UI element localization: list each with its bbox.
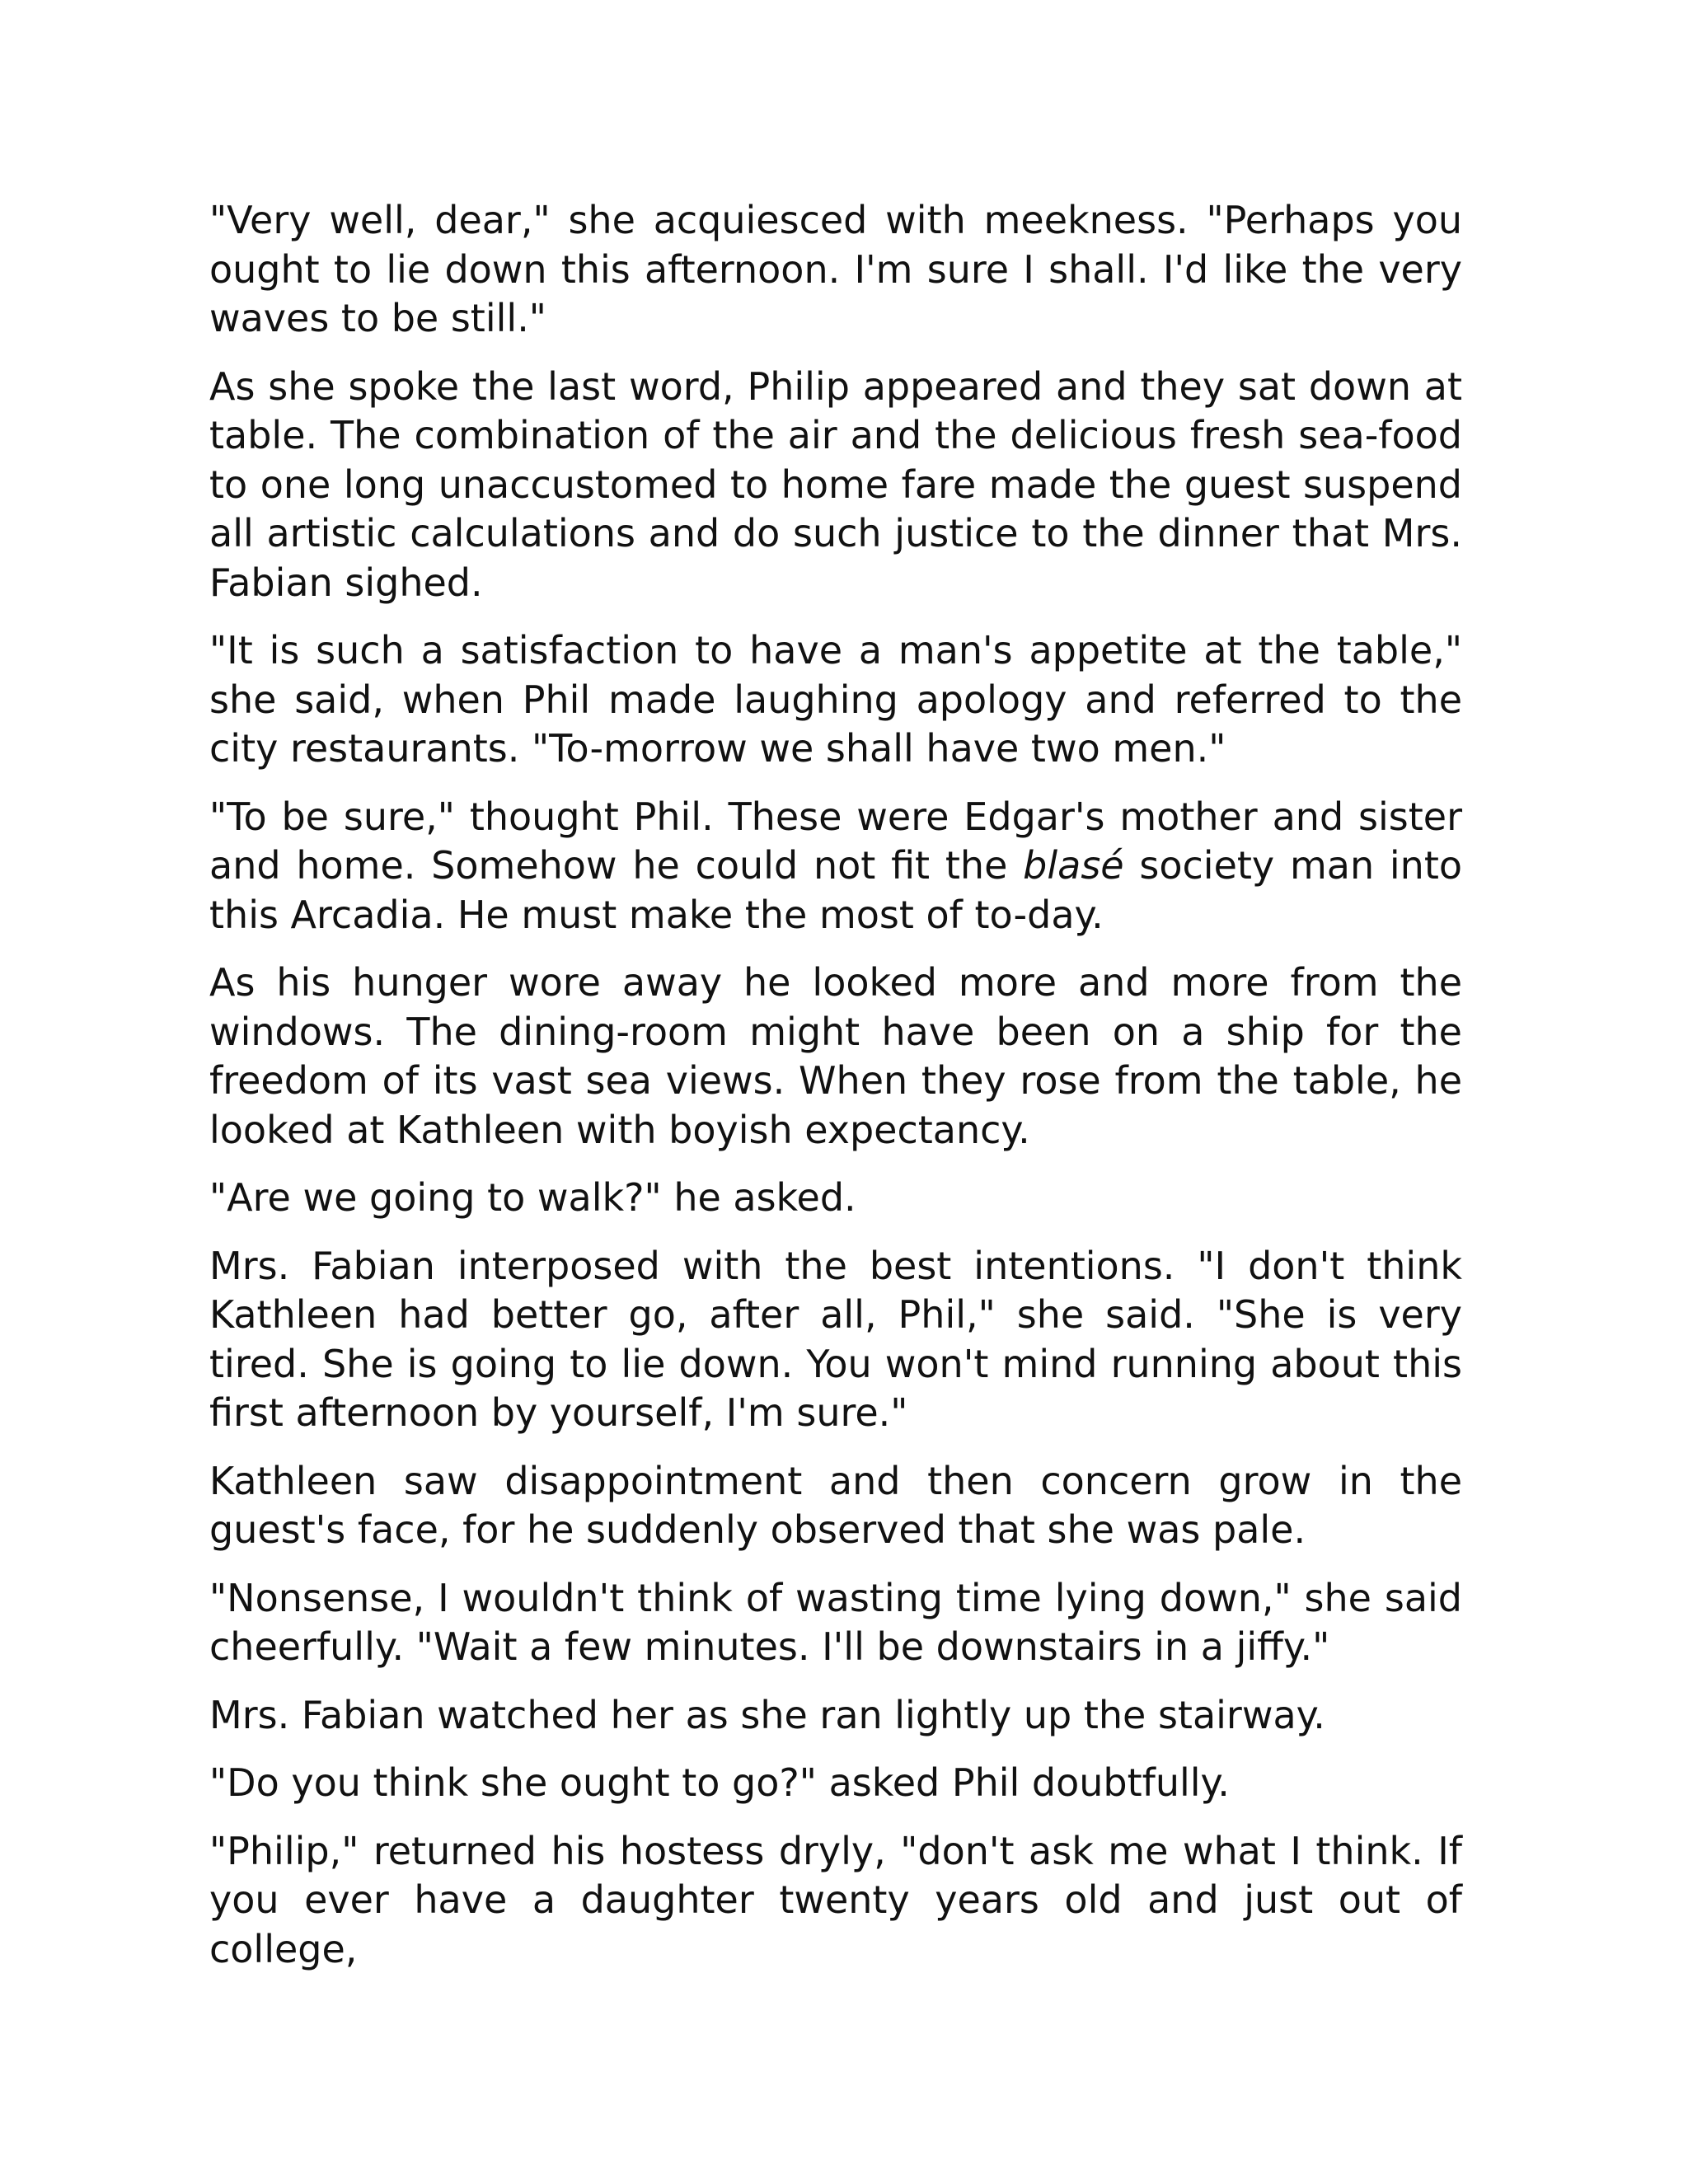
paragraph-6: "Are we going to walk?" he asked. [209, 1175, 856, 1220]
paragraph-4-text-before: "To be sure," thought Phil. These were Edgar's mother and sister and home. Somehow he could not fit the [209, 794, 1462, 888]
paragraph-5: As his hunger wore away he looked more and more from the windows. The dining-room might have been on a ship for the freedom of its vast sea views. When they rose from the table, he looked at Kathleen with boyish expectancy. [209, 960, 1462, 1152]
paragraph-4 [209, 793, 1462, 940]
paragraph-2: As she spoke the last word, Philip appeared and they sat down at table. The combination of the air and the delicious fresh sea-food to one long unaccustomed to home fare made the guest suspend all artistic calculations and do such justice to the dinner that Mrs. Fabian sighed. [209, 363, 1462, 605]
paragraph-4-text-after: society man into this Arcadia. He must make the most of to-day. [209, 843, 1463, 937]
paragraph-8: Kathleen saw disappointment and then concern grow in the guest's face, for he suddenly observed that she was pale. [209, 1458, 1462, 1552]
document-page [209, 196, 1462, 1993]
paragraph-12: "Philip," returned his hostess dryly, "don't ask me what I think. If you ever have a daughter twenty years old and just out of college, [209, 1828, 1462, 1971]
paragraph-3: "It is such a satisfaction to have a man's appetite at the table," she said, when Phil made laughing apology and referred to the city restaurants. "To-morrow we shall have two men." [209, 628, 1462, 771]
paragraph-10: Mrs. Fabian watched her as she ran lightly up the stairway. [209, 1692, 1325, 1737]
paragraph-11: "Do you think she ought to go?" asked Phil doubtfully. [209, 1760, 1230, 1805]
paragraph-1: "Very well, dear," she acquiesced with meekness. "Perhaps you ought to lie down this afternoon. I'm sure I shall. I'd like the very waves to be still." [209, 198, 1462, 340]
paragraph-9: "Nonsense, I wouldn't think of wasting time lying down," she said cheerfully. "Wait a few minutes. I'll be downstairs in a jiffy." [209, 1575, 1462, 1669]
italic-word-blase: blasé [1023, 843, 1124, 888]
paragraph-7: Mrs. Fabian interposed with the best intentions. "I don't think Kathleen had better go, after all, Phil," she said. "She is very tired. She is going to lie down. You won't mind running about this first afternoon by yourself, I'm sure." [209, 1243, 1462, 1435]
